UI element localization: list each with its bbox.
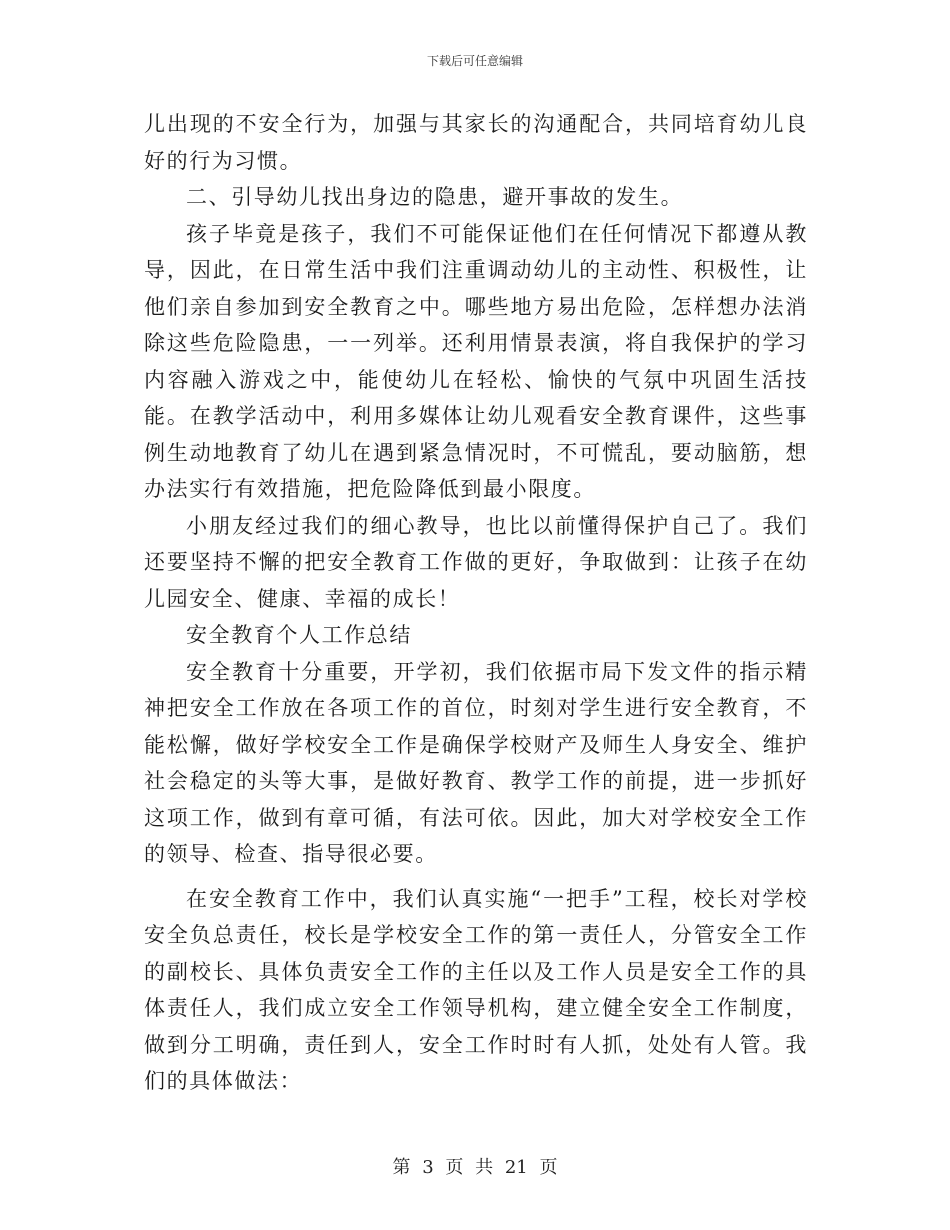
paragraph-4: 小朋友经过我们的细心教导，也比以前懂得保护自己了。我们还要坚持不懈的把安全教育工作做的更好，争取做到：让孩子在幼儿园安全、健康、幸福的成长！: [144, 513, 808, 611]
paragraph-3: 孩子毕竟是孩子，我们不可能保证他们在任何情况下都遵从教导，因此，在日常生活中我们注重调动幼儿的主动性、积极性，让他们亲自参加到安全教育之中。哪些地方易出危险，怎样想办法消除这些危险隐患，一一列举。还利用情景表演，将自我保护的学习内容融入游戏之中，能使幼儿在轻松、愉快的气氛中巩固生活技能。在教学活动中，利用多媒体让幼儿观看安全教育课件，这些事例生动地教育了幼儿在遇到紧急情况时，不可慌乱，要动脑筋，想办法实行有效措施，把危险降低到最小限度。: [144, 221, 808, 501]
section-title: 安全教育个人工作总结: [186, 623, 412, 647]
paragraph-2-heading: 二、引导幼儿找出身边的隐患，避开事故的发生。: [186, 185, 684, 209]
paragraph-7: 在安全教育工作中，我们认真实施“一把手”工程，校长对学校安全负总责任，校长是学校安全工作的第一责任人，分管安全工作的副校长、具体负责安全工作的主任以及工作人员是安全工作的具体责任人，我们成立安全工作领导机构，建立健全安全工作制度，做到分工明确，责任到人，安全工作时时有人抓，处处有人管。我们的具体做法：: [144, 886, 808, 1093]
paragraph-6: 安全教育十分重要，开学初，我们依据市局下发文件的指示精神把安全工作放在各项工作的首位，时刻对学生进行安全教育，不能松懈，做好学校安全工作是确保学校财产及师生人身安全、维护社会稳定的头等大事，是做好教育、教学工作的前提，进一步抓好这项工作，做到有章可循，有法可依。因此，加大对学校安全工作的领导、检查、指导很必要。: [144, 659, 808, 866]
page-number-footer: 第 3 页 共 21 页: [392, 1157, 558, 1178]
paragraph-1: 儿出现的不安全行为，加强与其家长的沟通配合，共同培育幼儿良好的行为习惯。: [144, 112, 808, 173]
document-body: [144, 106, 808, 1100]
page-header: 下载后可任意编辑: [426, 54, 523, 68]
